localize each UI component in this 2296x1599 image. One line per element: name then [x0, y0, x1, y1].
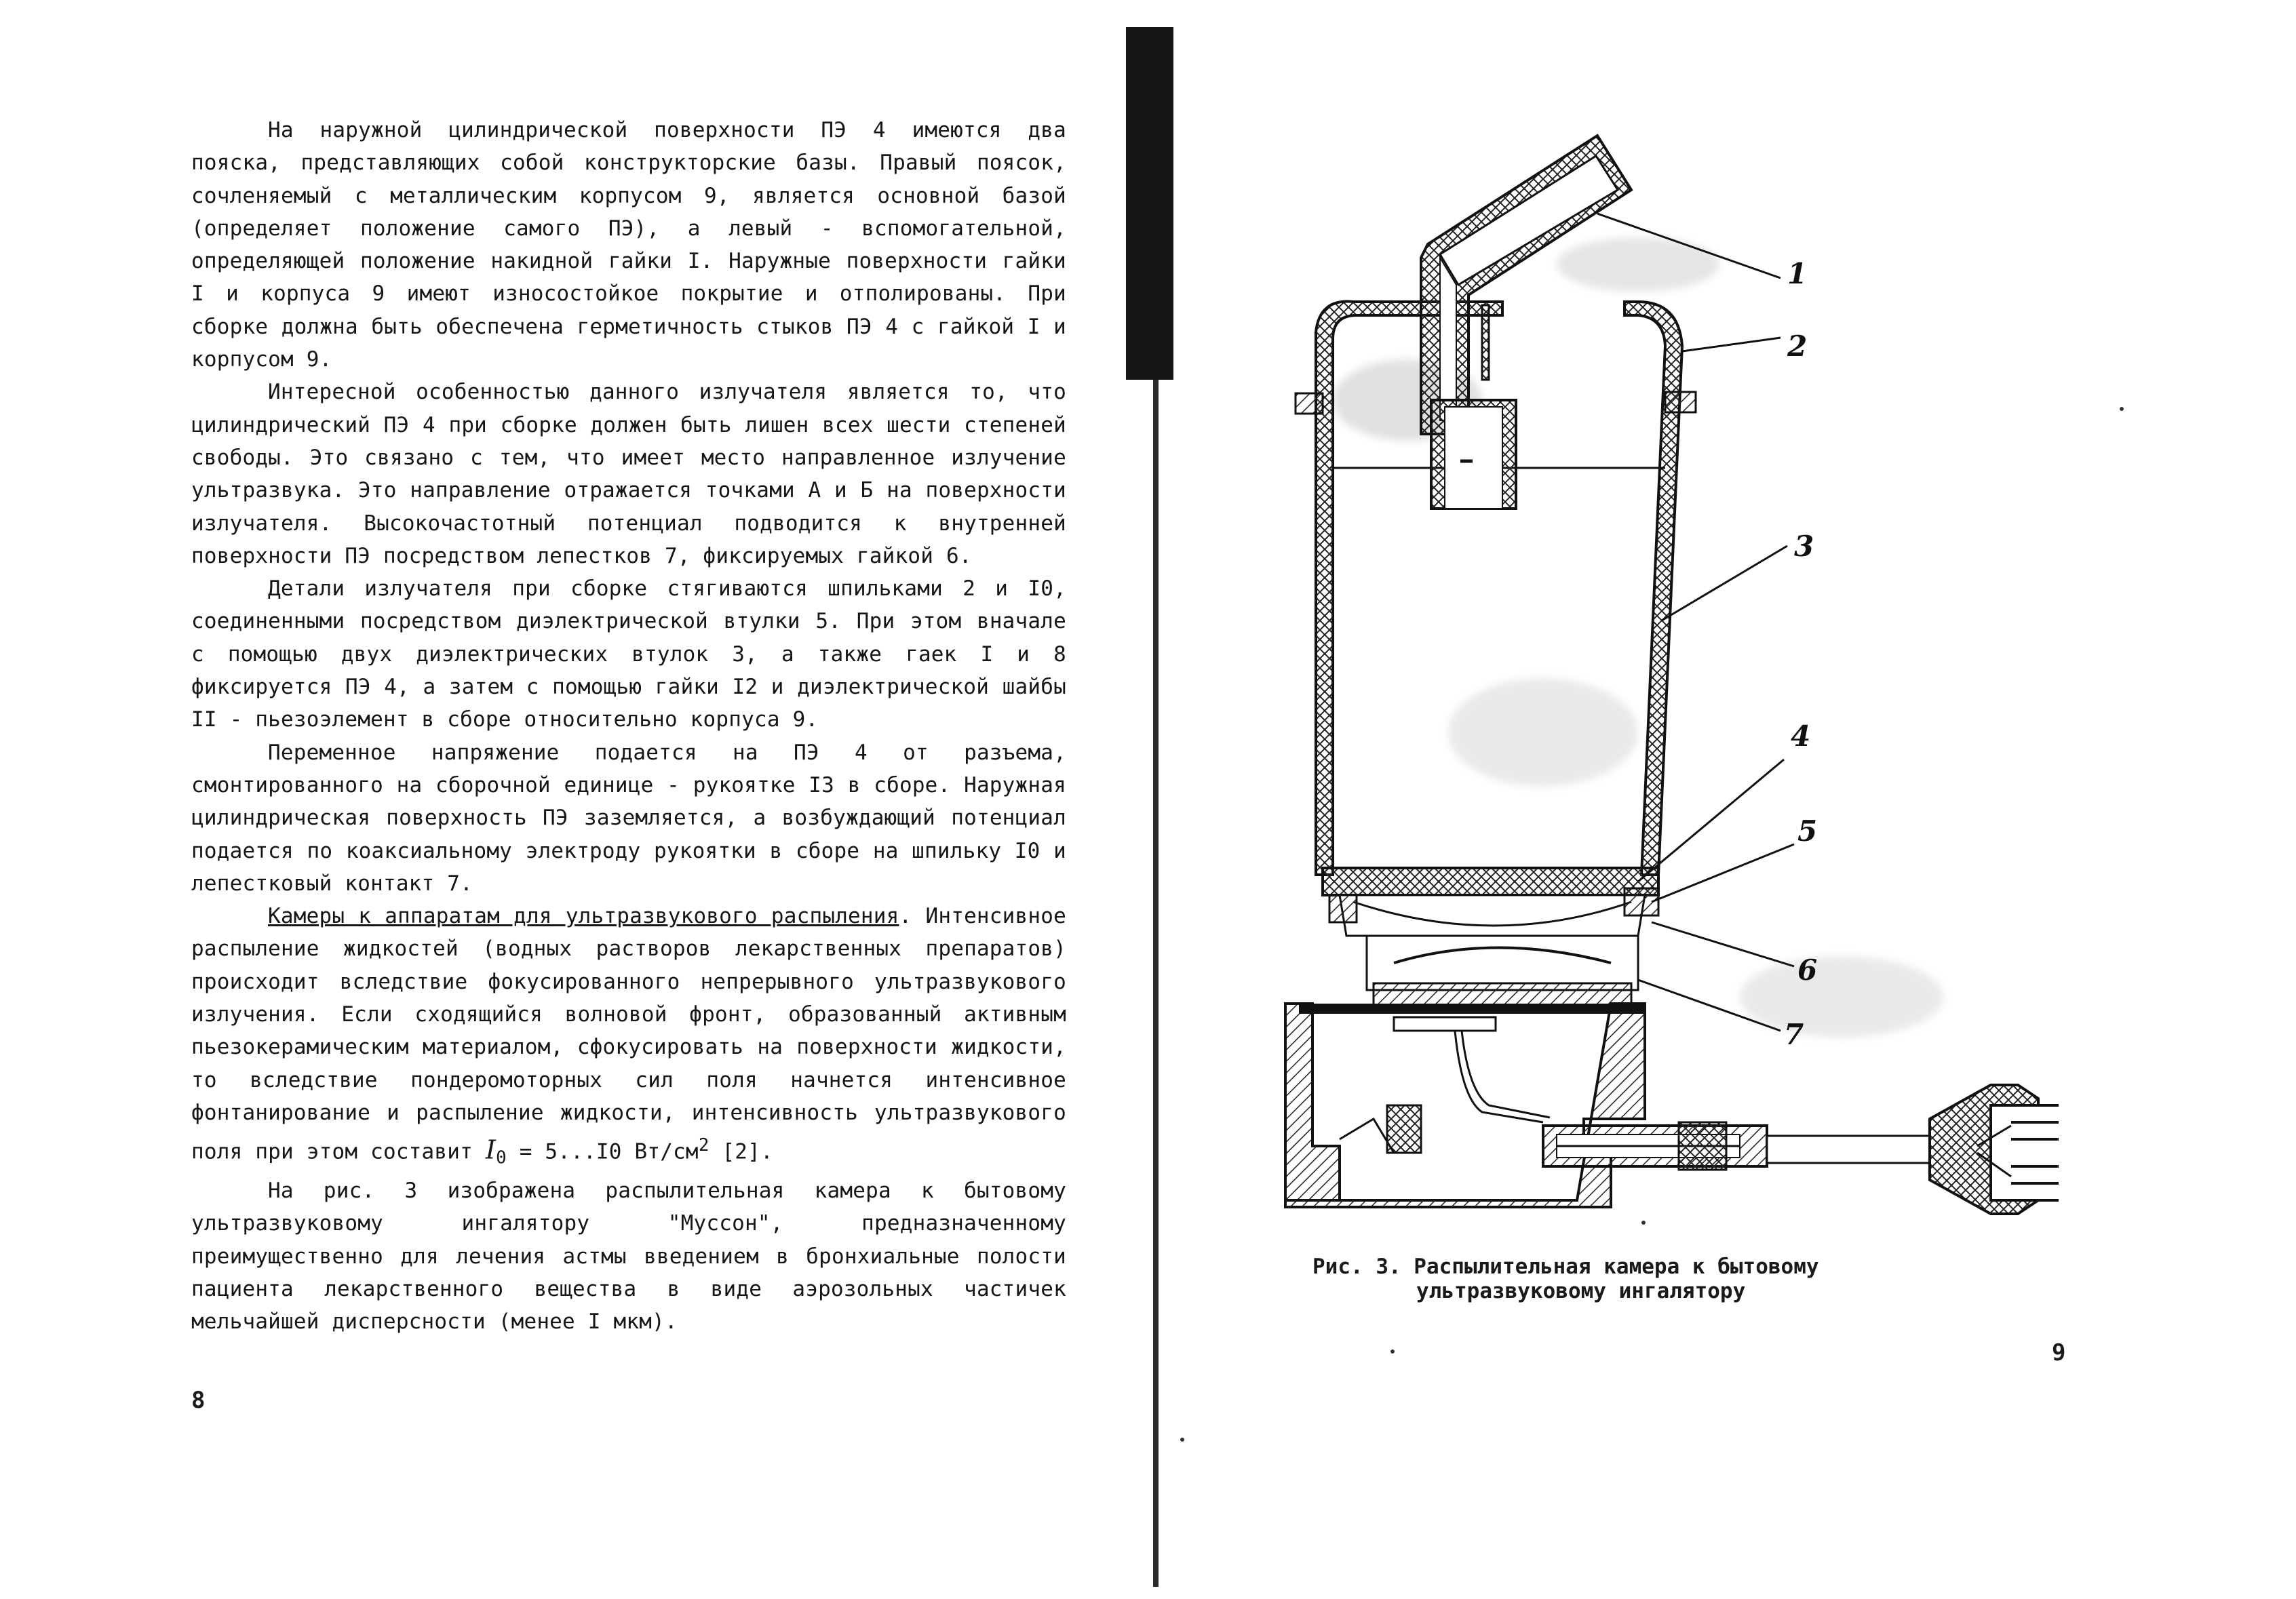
paragraph-1: На наружной цилиндрической поверхности ПЭ 4 имеются два пояска, представляющих собой конструкторские базы. Правый поясок, сочленяемый с металлическим корпусом 9, является основной базой (определяет положение самого ПЭ), а левый - вспомогательной, определяющей положение накидной гайки I. Наружные поверхности гайки I и корпуса 9 имеют износостойкое покрытие и отполированы. При сборке должна быть обеспечена герметичность стыков ПЭ 4 с гайкой I и корпусом 9. — [191, 118, 1066, 372]
print-speck — [1390, 1349, 1395, 1354]
intensity-value: = 5...I0 Вт/см — [506, 1139, 699, 1164]
print-speck — [2120, 407, 2124, 411]
intensity-symbol: I — [485, 1134, 497, 1165]
left-page — [0, 0, 1126, 1599]
figure-3-spray-chamber — [1258, 122, 2059, 1261]
inlet-tube — [1421, 136, 1631, 509]
callout-2: 2 — [1787, 330, 1808, 363]
section-heading: Камеры к аппаратам для ультразвукового распыления — [268, 904, 899, 929]
base-housing — [1285, 1004, 1645, 1207]
transducer-assembly — [1323, 868, 1658, 1010]
figure-caption — [1312, 1255, 1923, 1303]
caption-line-2: ультразвуковому ингалятору — [1416, 1279, 1746, 1303]
callout-1: 1 — [1787, 257, 1808, 290]
callout-4: 4 — [1791, 719, 1811, 753]
left-page-text — [191, 114, 1066, 1339]
callout-6: 6 — [1797, 953, 1818, 987]
callout-7: 7 — [1784, 1018, 1804, 1051]
paragraph-2: Интересной особенностью данного излучателя является то, что цилиндрический ПЭ 4 при сборке должен быть лишен всех шести степеней свободы. Это связано с тем, что имеет место направленное излучение ультразвука. Это направление отражается точками А и Б на поверхности излучателя. Высокочастотный потенциал подводится к внутренней поверхности ПЭ посредством лепестков 7, фиксируемых гайкой 6. — [191, 380, 1066, 568]
citation: [2]. — [722, 1139, 773, 1164]
print-speck — [1641, 1221, 1646, 1225]
print-speck — [1180, 1438, 1184, 1442]
callout-3: 3 — [1794, 530, 1814, 563]
left-page-number: 8 — [191, 1387, 206, 1414]
caption-line-1: Рис. 3. Распылительная камера к бытовому — [1312, 1255, 1819, 1279]
intensity-subscript: 0 — [496, 1147, 507, 1168]
paragraph-4: Переменное напряжение подается на ПЭ 4 от разъема, смонтированного на сборочной единице - рукоятке I3 в сборе. Наружная цилиндрическая поверхность ПЭ заземляется, а возбуждающий потенциал подается по коаксиальному электроду рукоятки в сборе на шпильку I0 и лепестковый контакт 7. — [191, 740, 1066, 896]
callout-5: 5 — [1797, 814, 1818, 848]
paragraph-6: На рис. 3 изображена распылительная камера к бытовому ультразвуковому ингалятору "Муссон", предназначенному преимущественно для лечения астмы введением в бронхиальные полости пациента лекарственного вещества в виде аэрозольных частичек мельчайшей дисперсности (менее I мкм). — [191, 1179, 1066, 1335]
paragraph-3: Детали излучателя при сборке стягиваются шпильками 2 и I0, соединенными посредством диэлектрической втулки 5. При этом вначале с помощью двух диэлектрических втулок 3, а также гаек I и 8 фиксируется ПЭ 4, а затем с помощью гайки I2 и диэлектрической шайбы II - пьезоэлемент в сборе относительно корпуса 9. — [191, 576, 1066, 732]
paragraph-5-body: . Интенсивное распыление жидкостей (водных растворов лекарственных препаратов) происходит вследствие фокусированного непрерывного ультразвукового излучения. Если сходящийся волновой фронт, образованный активным пьезокерамическим материалом, сфокусировать на поверхности жидкости, то вследствие пондеромоторных сил поля начнется интенсивное фонтанирование и распыление жидкости, интенсивность ультразвукового поля при этом составит — [191, 904, 1066, 1164]
right-page-number: 9 — [2052, 1339, 2066, 1366]
paragraph-5 — [191, 900, 1066, 1174]
intensity-unit-exponent: 2 — [698, 1135, 709, 1156]
